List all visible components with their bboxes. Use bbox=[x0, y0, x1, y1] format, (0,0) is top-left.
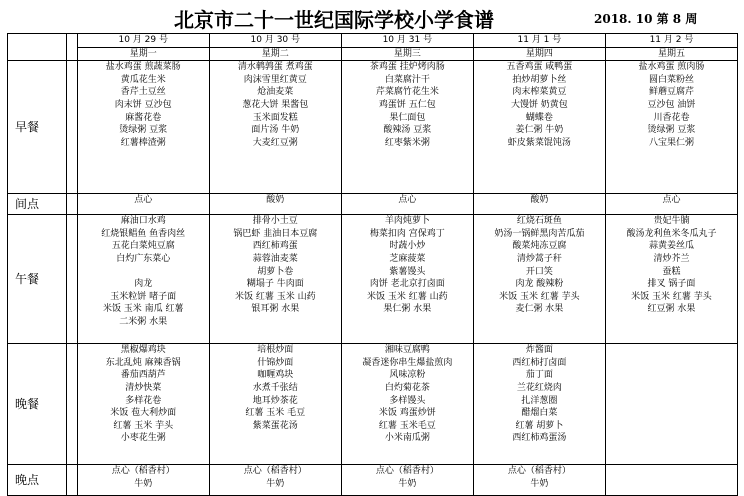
menu-cell bbox=[341, 215, 473, 344]
dish-item: 醋熘白菜 bbox=[521, 408, 558, 419]
dish-item: 黄瓜花生米 bbox=[120, 74, 166, 85]
dish-item: 咖喱鸡块 bbox=[257, 370, 294, 381]
dish-item: 蝴蝶卷 bbox=[525, 112, 553, 123]
dish-item: 肉末饼 豆沙包 bbox=[114, 99, 172, 110]
dish-item: 牛奶 bbox=[530, 478, 549, 489]
dish-item: 清水鹌鹑蛋 煮鸡蛋 bbox=[237, 62, 313, 73]
menu-cell bbox=[605, 194, 737, 215]
separator-cell bbox=[67, 34, 78, 61]
dish-item: 小枣花生粥 bbox=[120, 433, 166, 444]
dish-item: 多样花卷 bbox=[125, 395, 162, 406]
dish-item: 奶汤一锅鲜黑肉苦瓜茄 bbox=[494, 228, 585, 239]
separator-cell bbox=[67, 344, 78, 465]
dish-item: 番茄西葫芦 bbox=[120, 370, 166, 381]
separator-cell bbox=[67, 61, 78, 194]
dish-item: 川香花卷 bbox=[653, 112, 690, 123]
menu-cell bbox=[473, 61, 605, 194]
dish-item: 什锦炒面 bbox=[257, 357, 294, 368]
dish-item: 肉饼 老北京打卤面 bbox=[369, 279, 445, 290]
day-date: 11 月 1 号 bbox=[473, 34, 605, 48]
dish-item: 果仁面包 bbox=[389, 112, 426, 123]
menu-table bbox=[7, 33, 738, 496]
dish-item: 锅巴虾 韭油日本豆腐 bbox=[233, 228, 318, 239]
dish-item: 圆白菜粉丝 bbox=[648, 74, 694, 85]
dish-item: 水煮千张结 bbox=[252, 382, 298, 393]
dish-item: 玉米粒饼 啫子面 bbox=[110, 291, 177, 302]
dish-item: 芹菜腐竹花生米 bbox=[375, 87, 439, 98]
dish-item: 豆沙包 油饼 bbox=[647, 99, 696, 110]
dish-item: 蚕糕 bbox=[662, 266, 681, 277]
dish-item: 虾皮紫菜馄饨汤 bbox=[507, 137, 571, 148]
meal-row bbox=[8, 61, 738, 194]
dish-item: 烫绿粥 豆浆 bbox=[647, 125, 696, 136]
menu-cell bbox=[605, 344, 737, 465]
dish-item: 点心（稻香村） bbox=[507, 466, 571, 477]
dish-item: 大馒饼 奶黄包 bbox=[510, 99, 568, 110]
dish-item: 酸奶 bbox=[266, 195, 285, 206]
dish-item: 蒜蓉油麦菜 bbox=[252, 253, 298, 264]
dish-item: 紫菜蛋花汤 bbox=[252, 420, 298, 431]
menu-cell bbox=[209, 344, 341, 465]
dish-item: 麻油口水鸡 bbox=[120, 216, 166, 227]
corner-cell bbox=[8, 34, 67, 61]
day-date: 11 月 2 号 bbox=[605, 34, 737, 48]
dish-item: 红豆粥 水果 bbox=[647, 304, 696, 315]
dish-item: 米饭 鸡蛋炒饼 bbox=[378, 408, 436, 419]
dish-item: 鲜蘑豆腐芹 bbox=[648, 87, 694, 98]
day-date: 10 月 29 号 bbox=[77, 34, 209, 48]
dish-item: 湘味豆腐鸭 bbox=[384, 345, 430, 356]
dish-item: 肉末榨菜黄豆 bbox=[512, 87, 567, 98]
dish-item: 白菜腐汁干 bbox=[384, 74, 430, 85]
menu-body bbox=[8, 61, 738, 496]
dish-item: 红烧石斑鱼 bbox=[516, 216, 562, 227]
dish-item: 鸡蛋饼 五仁包 bbox=[378, 99, 436, 110]
dish-item: 芝麻菠菜 bbox=[389, 253, 426, 264]
weekday-row bbox=[8, 47, 738, 61]
menu-cell bbox=[473, 215, 605, 344]
dish-item: 培根炒面 bbox=[257, 345, 294, 356]
dish-item: 紫薯馒头 bbox=[389, 266, 426, 277]
dish-item: 红薯棒渣粥 bbox=[120, 137, 166, 148]
dish-item: 扎洋葱圈 bbox=[521, 395, 558, 406]
separator-cell bbox=[67, 215, 78, 344]
dish-item: 牛奶 bbox=[134, 478, 153, 489]
dish-item: 米饭 玉米 红薯 芋头 bbox=[499, 291, 580, 302]
dish-item: 茶鸡蛋 挂炉烤肉肠 bbox=[369, 62, 445, 73]
dish-item: 多样馒头 bbox=[389, 395, 426, 406]
dish-item: 米饭 玉米 南瓜 红薯 bbox=[102, 304, 184, 315]
dish-item: 地耳炒茶花 bbox=[252, 395, 298, 406]
menu-cell bbox=[473, 465, 605, 496]
dish-item: 姜仁粥 牛奶 bbox=[515, 125, 564, 136]
dish-item: 开口笑 bbox=[525, 266, 553, 277]
dish-item: 时蔬小炒 bbox=[389, 241, 426, 252]
dish-item: 米饭 玉米 红薯 芋头 bbox=[631, 291, 712, 302]
day-weekday: 星期四 bbox=[473, 47, 605, 61]
dish-item: 香芹土豆丝 bbox=[120, 87, 166, 98]
dish-item: 八宝果仁粥 bbox=[648, 137, 694, 148]
meal-row bbox=[8, 344, 738, 465]
meal-row bbox=[8, 465, 738, 496]
meal-row bbox=[8, 194, 738, 215]
day-weekday: 星期五 bbox=[605, 47, 737, 61]
menu-cell bbox=[77, 61, 209, 194]
dish-item: 五香鸡蛋 咸鸭蛋 bbox=[506, 62, 573, 73]
menu-cell bbox=[209, 215, 341, 344]
dish-item: 点心 bbox=[398, 195, 417, 206]
day-date: 10 月 31 号 bbox=[341, 34, 473, 48]
dish-item: 糊塌子 牛肉面 bbox=[246, 279, 304, 290]
week-label: 2018. 10 第 8 周 bbox=[594, 12, 698, 26]
dish-item: 牛奶 bbox=[266, 478, 285, 489]
dish-item: 玉米面发糕 bbox=[252, 112, 298, 123]
page-title: 北京市二十一世纪国际学校小学食谱 bbox=[174, 8, 494, 32]
dish-item: 果仁粥 水果 bbox=[383, 304, 432, 315]
dish-item: 兰花红烧肉 bbox=[516, 382, 562, 393]
dish-item: 胡萝卜卷 bbox=[257, 266, 294, 277]
dish-item: 梅菜扣肉 宫保鸡丁 bbox=[369, 228, 445, 239]
date-row bbox=[8, 34, 738, 48]
dish-item: 黑椒爆鸡块 bbox=[120, 345, 166, 356]
meal-label: 早餐 bbox=[8, 61, 67, 194]
dish-item: 五花白菜炖豆腐 bbox=[111, 241, 175, 252]
menu-cell bbox=[77, 194, 209, 215]
meal-label: 午餐 bbox=[8, 215, 67, 344]
dish-item: 米饭 苞大利炒面 bbox=[110, 408, 177, 419]
dish-item: 西红柿打卤面 bbox=[512, 357, 567, 368]
dish-item: 麻酱花卷 bbox=[125, 112, 162, 123]
dish-item: 排叉 锅子面 bbox=[647, 279, 696, 290]
dish-item: 排骨小土豆 bbox=[252, 216, 298, 227]
title-bar bbox=[0, 4, 744, 30]
menu-cell bbox=[473, 194, 605, 215]
dish-item: 肉龙 bbox=[134, 279, 153, 290]
menu-cell bbox=[77, 465, 209, 496]
menu-cell bbox=[605, 215, 737, 344]
dish-item: 二米粥 水果 bbox=[119, 316, 168, 327]
dish-item: 红薯 胡萝卜 bbox=[515, 420, 564, 431]
dish-item: 拍炒胡萝卜丝 bbox=[512, 74, 567, 85]
dish-item: 酸奶 bbox=[530, 195, 549, 206]
dish-item: 炝油麦菜 bbox=[257, 87, 294, 98]
dish-item: 风味凉粉 bbox=[389, 370, 426, 381]
dish-item: 牛奶 bbox=[398, 478, 417, 489]
dish-item: 炸酱面 bbox=[525, 345, 553, 356]
dish-item: 红薯 玉米 芋头 bbox=[113, 420, 174, 431]
meal-label: 晚餐 bbox=[8, 344, 67, 465]
dish-item: 凝香迷你串生爆盐煎肉 bbox=[362, 357, 453, 368]
dish-item: 点心（稻香村） bbox=[375, 466, 439, 477]
dish-item: 面片汤 牛奶 bbox=[251, 125, 300, 136]
meal-row bbox=[8, 215, 738, 344]
dish-item: 肉龙 酸辣粉 bbox=[515, 279, 564, 290]
dish-item: 米饭 红薯 玉米 山药 bbox=[234, 291, 316, 302]
separator-cell bbox=[67, 194, 78, 215]
dish-item: 盐水鸡蛋 煎蔬菜肠 bbox=[105, 62, 181, 73]
dish-item: 酸菜炖冻豆腐 bbox=[512, 241, 567, 252]
menu-cell bbox=[77, 215, 209, 344]
dish-item: 盐水鸡蛋 煎肉肠 bbox=[638, 62, 705, 73]
dish-item: 东北乱炖 麻辣香锅 bbox=[105, 357, 181, 368]
dish-item: 肉沫雪里红黄豆 bbox=[243, 74, 307, 85]
day-weekday: 星期三 bbox=[341, 47, 473, 61]
dish-item: 西红柿鸡蛋汤 bbox=[512, 433, 567, 444]
meal-label: 间点 bbox=[8, 194, 67, 215]
dish-item: 白灼菊花茶 bbox=[384, 382, 430, 393]
dish-item: 清炒蒿子秆 bbox=[516, 253, 562, 264]
dish-item: 麦仁粥 水果 bbox=[515, 304, 564, 315]
menu-cell bbox=[209, 194, 341, 215]
menu-cell bbox=[341, 194, 473, 215]
dish-item: 银耳粥 水果 bbox=[251, 304, 300, 315]
dish-item: 西红柿鸡蛋 bbox=[252, 241, 298, 252]
dish-item: 米饭 玉米 红薯 山药 bbox=[367, 291, 448, 302]
dish-item: 葱花大饼 果酱包 bbox=[242, 99, 309, 110]
separator-cell bbox=[67, 465, 78, 496]
menu-cell bbox=[209, 465, 341, 496]
dish-item: 红烧银鲳鱼 鱼香肉丝 bbox=[101, 228, 186, 239]
dish-item bbox=[78, 266, 209, 279]
dish-item: 点心 bbox=[662, 195, 681, 206]
dish-item: 蒜黄姜丝瓜 bbox=[648, 241, 694, 252]
dish-item: 清炒芥兰 bbox=[653, 253, 690, 264]
day-weekday: 星期二 bbox=[209, 47, 341, 61]
dish-item: 小米南瓜粥 bbox=[384, 433, 430, 444]
dish-item: 清炒快菜 bbox=[125, 382, 162, 393]
day-weekday: 星期一 bbox=[77, 47, 209, 61]
menu-cell bbox=[605, 465, 737, 496]
day-date: 10 月 30 号 bbox=[209, 34, 341, 48]
dish-item: 点心（稻香村） bbox=[111, 466, 175, 477]
menu-cell bbox=[341, 344, 473, 465]
menu-cell bbox=[605, 61, 737, 194]
dish-item: 大麦红豆粥 bbox=[252, 137, 298, 148]
dish-item: 白灼广东菜心 bbox=[116, 253, 171, 264]
dish-item: 贵妃牛腩 bbox=[653, 216, 690, 227]
dish-item: 酸汤龙利鱼米冬瓜丸子 bbox=[626, 228, 717, 239]
dish-item: 红薯 玉米 毛豆 bbox=[245, 408, 306, 419]
menu-cell bbox=[473, 344, 605, 465]
menu-cell bbox=[341, 61, 473, 194]
menu-cell bbox=[341, 465, 473, 496]
dish-item: 烫绿粥 豆浆 bbox=[119, 125, 168, 136]
menu-cell bbox=[77, 344, 209, 465]
dish-item: 红薯 玉米毛豆 bbox=[378, 420, 436, 431]
menu-cell bbox=[209, 61, 341, 194]
dish-item: 点心（稻香村） bbox=[243, 466, 307, 477]
dish-item: 酸辣汤 豆浆 bbox=[383, 125, 432, 136]
dish-item: 点心 bbox=[134, 195, 153, 206]
dish-item: 羊肉炖萝卜 bbox=[384, 216, 430, 227]
dish-item: 红枣紫米粥 bbox=[384, 137, 430, 148]
meal-label: 晚点 bbox=[8, 465, 67, 496]
dish-item: 茄丁面 bbox=[525, 370, 553, 381]
